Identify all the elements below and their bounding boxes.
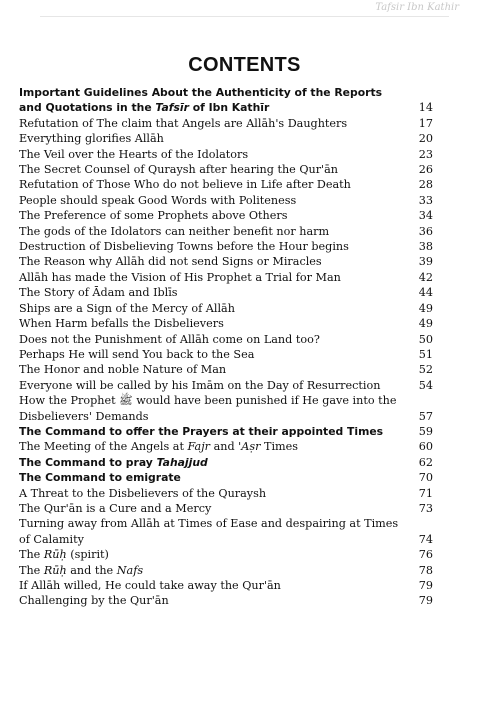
toc-entry-text: The Command to offer the Prayers at their appointed Times	[19, 424, 384, 438]
toc-entry-title	[19, 254, 405, 269]
toc-entry-text: Turning away from Allāh at Times of Ease and despairing at Times of Calamity	[19, 517, 399, 546]
toc-entry-page: 71	[418, 486, 433, 500]
toc-entry-text: The Secret Counsel of Quraysh after hearing the Qur'ān	[19, 163, 338, 177]
toc-entry-page: 23	[418, 147, 433, 161]
toc-entry-page: 79	[418, 594, 433, 608]
toc-entry	[19, 131, 433, 146]
toc-entry-title	[19, 424, 405, 439]
toc-entry-page: 17	[418, 116, 433, 130]
toc-entry-title	[19, 593, 405, 608]
toc-entry-text: Everything glorifies Allāh	[19, 132, 164, 146]
toc-entry-page: 34	[418, 209, 433, 223]
toc-entry	[19, 501, 433, 516]
toc-entry-text: The Command to emigrate	[19, 471, 181, 485]
toc-entry	[19, 162, 433, 177]
toc-entry-text: When Harm befalls the Disbelievers	[19, 317, 224, 331]
toc-entry	[19, 578, 433, 593]
toc-entry	[19, 486, 433, 501]
toc-entry	[19, 270, 433, 285]
toc-entry-text: If Allāh willed, He could take away the Qur'ān	[19, 579, 281, 592]
toc-entry-page: 79	[418, 579, 433, 592]
toc-entry-text: Challenging by the Qur'ān	[19, 594, 169, 608]
toc-entry-page: 78	[418, 563, 433, 577]
toc-entry-page: 42	[418, 270, 433, 284]
toc-entry-page: 52	[418, 363, 433, 377]
toc-entry-italic-text: 'Aṣr	[238, 440, 261, 454]
toc-entry-text: Important Guidelines About the Authenticity of the Reports and Quotations in the	[19, 86, 383, 115]
toc-entry-title	[19, 270, 405, 285]
toc-entry	[19, 516, 433, 547]
toc-entry-title	[19, 393, 405, 424]
toc-entry	[19, 224, 433, 239]
toc-entry-title	[19, 147, 405, 162]
toc-entry-title	[19, 516, 405, 547]
toc-entry-text: Allāh has made the Vision of His Prophet a Trial for Man	[19, 270, 341, 284]
running-head: Tafsir Ibn Kathir	[375, 2, 459, 13]
toc-entry-title	[19, 208, 405, 223]
toc-entry-text: The	[19, 548, 44, 562]
toc-entry-title	[19, 563, 405, 578]
toc-entry-page: 14	[418, 101, 433, 115]
toc-entry-title	[19, 378, 405, 393]
toc-entry	[19, 470, 433, 485]
toc-entry-text: The Preference of some Prophets above Others	[19, 209, 288, 223]
toc-entry-title	[19, 347, 405, 362]
toc-entry-text: Refutation of The claim that Angels are Allāh's Daughters	[19, 116, 348, 130]
toc-entry	[19, 362, 433, 377]
toc-entry-text: The Veil over the Hearts of the Idolators	[19, 147, 249, 161]
toc-entry-title	[19, 501, 405, 516]
toc-entry-page: 59	[418, 424, 433, 438]
toc-entry-italic-text: Rūḥ	[43, 548, 67, 562]
toc-entry-text: Times	[260, 440, 298, 454]
toc-entry	[19, 393, 433, 424]
toc-entry-italic-text: Tahajjud	[156, 455, 208, 469]
toc-entry-title	[19, 131, 405, 146]
toc-entry-title	[19, 455, 405, 470]
toc-entry-page: 38	[418, 240, 433, 254]
toc-entry-title	[19, 362, 405, 377]
toc-entry-text: Everyone will be called by his Imām on the Day of Resurrection	[19, 378, 381, 392]
toc-entry-text: and the	[66, 563, 117, 577]
toc-entry-title	[19, 316, 405, 331]
toc-entry-title	[19, 578, 405, 593]
toc-entry	[19, 193, 433, 208]
toc-entry-italic-text: Fajr	[187, 440, 211, 454]
toc-entry	[19, 593, 433, 608]
toc-entry-page: 28	[418, 178, 433, 192]
toc-entry-page: 39	[418, 255, 433, 269]
toc-entry	[19, 147, 433, 162]
toc-entry-text: of Ibn Kathīr	[188, 101, 270, 115]
toc-entry-text: Ships are a Sign of the Mercy of Allāh	[19, 301, 235, 315]
toc-entry-text: How the Prophet ﷺ would have been punished if He gave into the Disbelievers' Demands	[19, 394, 397, 423]
toc-entry-page: 51	[418, 347, 433, 361]
toc-entry-page: 50	[418, 332, 433, 346]
toc-entry-title	[19, 439, 405, 454]
table-of-contents	[19, 85, 433, 609]
toc-entry-title	[19, 332, 405, 347]
toc-entry-page: 60	[418, 440, 433, 454]
toc-entry-text: The Command to pray	[19, 455, 157, 469]
toc-entry-page: 70	[418, 471, 433, 485]
toc-entry-text: The gods of the Idolators can neither benefit nor harm	[19, 224, 330, 238]
toc-entry-text: The Reason why Allāh did not send Signs or Miracles	[19, 255, 322, 269]
toc-entry	[19, 85, 433, 116]
toc-entry-italic-text: Nafs	[116, 563, 144, 577]
page-title: CONTENTS	[188, 54, 301, 76]
toc-entry-page: 76	[418, 548, 433, 562]
toc-entry-text: The	[19, 563, 44, 577]
toc-entry-text: The Honor and noble Nature of Man	[19, 363, 227, 377]
toc-entry	[19, 285, 433, 300]
toc-entry-text: Perhaps He will send You back to the Sea	[19, 347, 255, 361]
toc-entry-italic-text: Tafsīr	[155, 101, 189, 115]
toc-entry	[19, 547, 433, 562]
toc-entry-text: and	[210, 440, 239, 454]
toc-entry-page: 44	[418, 286, 433, 300]
toc-entry-text: Refutation of Those Who do not believe in Life after Death	[19, 178, 351, 192]
toc-entry-page: 26	[418, 163, 433, 177]
toc-entry-title	[19, 162, 405, 177]
toc-entry-page: 73	[418, 501, 433, 515]
toc-entry-page: 20	[418, 132, 433, 146]
toc-entry-text: The Qur'ān is a Cure and a Mercy	[19, 501, 212, 515]
toc-entry-page: 33	[418, 193, 433, 207]
toc-entry-italic-text: Rūḥ	[43, 563, 67, 577]
toc-entry-page: 54	[418, 378, 433, 392]
toc-entry	[19, 301, 433, 316]
toc-entry-title	[19, 224, 405, 239]
toc-entry-title	[19, 85, 405, 116]
toc-entry-page: 57	[418, 409, 433, 423]
toc-entry-text: The Story of Ādam and Iblīs	[19, 286, 178, 300]
toc-entry	[19, 316, 433, 331]
toc-entry-page: 74	[418, 532, 433, 546]
toc-entry-page: 36	[418, 224, 433, 238]
toc-entry-title	[19, 239, 405, 254]
toc-entry-title	[19, 547, 405, 562]
toc-entry	[19, 439, 433, 454]
toc-entry-page: 49	[418, 317, 433, 331]
toc-entry	[19, 563, 433, 578]
toc-entry	[19, 347, 433, 362]
toc-entry-title	[19, 285, 405, 300]
toc-entry-title	[19, 177, 405, 192]
toc-entry	[19, 332, 433, 347]
running-head-rule	[40, 16, 449, 17]
toc-entry	[19, 455, 433, 470]
toc-entry-text: Destruction of Disbelieving Towns before the Hour begins	[19, 240, 349, 254]
toc-entry-text: (spirit)	[66, 548, 109, 562]
toc-entry-text: Does not the Punishment of Allāh come on Land too?	[19, 332, 320, 346]
toc-entry	[19, 177, 433, 192]
toc-entry-title	[19, 193, 405, 208]
toc-entry-text: The Meeting of the Angels at	[19, 440, 188, 454]
toc-entry	[19, 116, 433, 131]
toc-entry-text: People should speak Good Words with Politeness	[19, 193, 297, 207]
toc-entry	[19, 424, 433, 439]
toc-entry-title	[19, 301, 405, 316]
toc-entry	[19, 378, 433, 393]
toc-entry-page: 49	[418, 301, 433, 315]
toc-entry-text: A Threat to the Disbelievers of the Quraysh	[19, 486, 267, 500]
toc-entry-title	[19, 470, 405, 485]
toc-entry	[19, 254, 433, 269]
toc-entry	[19, 208, 433, 223]
toc-entry-title	[19, 486, 405, 501]
toc-entry-page: 62	[418, 455, 433, 469]
toc-entry-title	[19, 116, 405, 131]
toc-entry	[19, 239, 433, 254]
